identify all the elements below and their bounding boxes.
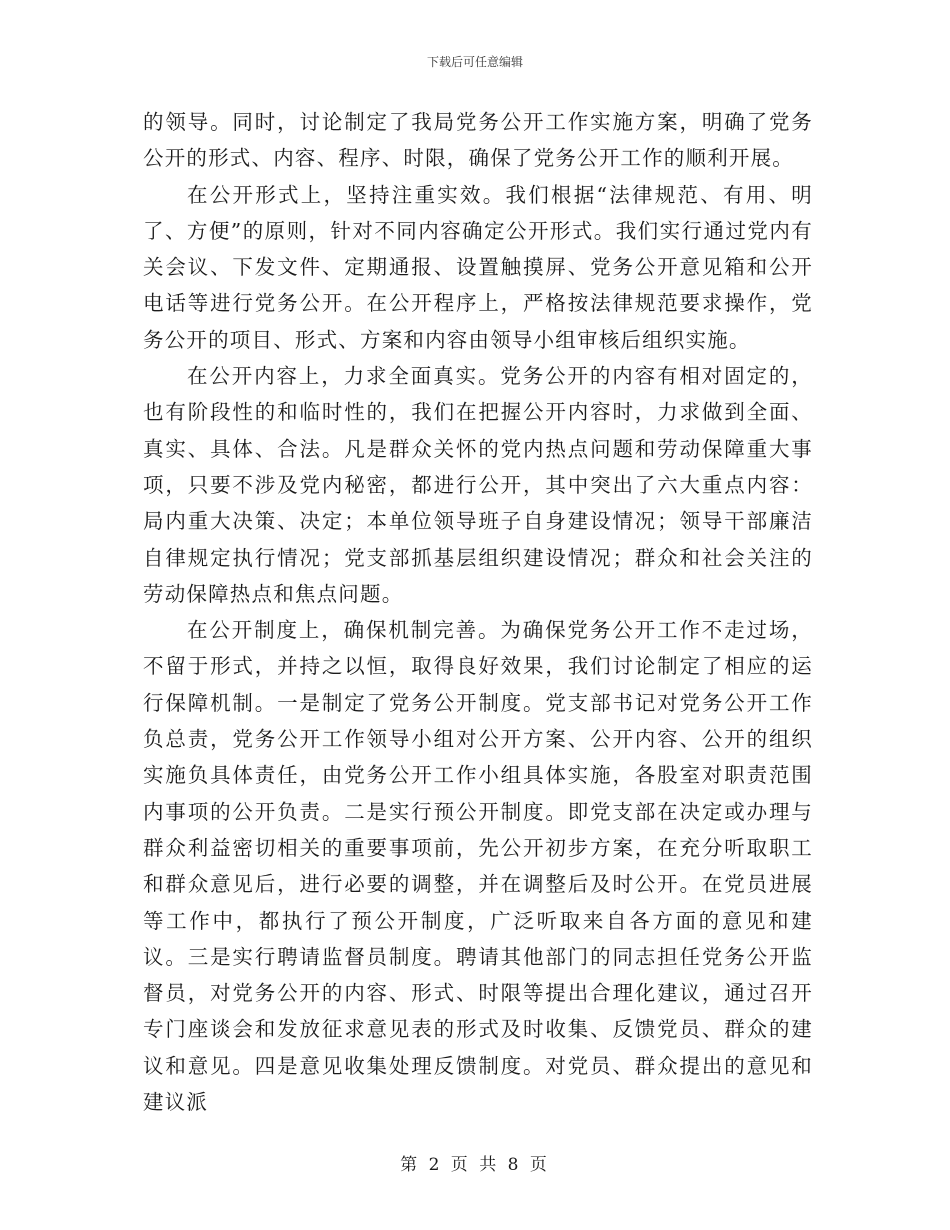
- paragraph-continuation: 的领导。同时，讨论制定了我局党务公开工作实施方案，明确了党务公开的形式、内容、程序、时限，确保了党务公开工作的顺利开展。: [143, 110, 813, 171]
- paragraph-public-system: 在公开制度上，确保机制完善。为确保党务公开工作不走过场，不留于形式，并持之以恒，取得良好效果，我们讨论制定了相应的运行保障机制。一是制定了党务公开制度。党支部书记对党务公开工作负总责，党务公开工作领导小组对公开方案、公开内容、公开的组织实施负具体责任，由党务公开工作小组具体实施，各股室对职责范围内事项的公开负责。二是实行预公开制度。即党支部在决定或办理与群众利益密切相关的重要事项前，先公开初步方案，在充分听取职工和群众意见后，进行必要的调整，并在调整后及时公开。在党员进展等工作中，都执行了预公开制度，广泛听取来自各方面的意见和建议。三是实行聘请监督员制度。聘请其他部门的同志担任党务公开监督员，对党务公开的内容、形式、时限等提出合理化建议，通过召开专门座谈会和发放征求意见表的形式及时收集、反馈党员、群众的建议和意见。四是意见收集处理反馈制度。对党员、群众提出的意见和建议派: [143, 618, 813, 1115]
- document-body: [143, 104, 813, 1120]
- page-header-note: 下载后可任意编辑: [426, 55, 523, 69]
- paragraph-public-form: 在公开形式上，坚持注重实效。我们根据“法律规范、有用、明了、方便”的原则，针对不同内容确定公开形式。我们实行通过党内有关会议、下发文件、定期通报、设置触摸屏、党务公开意见箱和公开电话等进行党务公开。在公开程序上，严格按法律规范要求操作，党务公开的项目、形式、方案和内容由领导小组审核后组织实施。: [143, 182, 813, 352]
- page-number: 第 2 页 共 8 页: [400, 1155, 550, 1175]
- paragraph-public-content: 在公开内容上，力求全面真实。党务公开的内容有相对固定的，也有阶段性的和临时性的，我们在把握公开内容时，力求做到全面、真实、具体、合法。凡是群众关怀的党内热点问题和劳动保障重大事项，只要不涉及党内秘密，都进行公开，其中突出了六大重点内容：局内重大决策、决定；本单位领导班子自身建设情况；领导干部廉洁自律规定执行情况；党支部抓基层组织建设情况；群众和社会关注的劳动保障热点和焦点问题。: [143, 364, 813, 606]
